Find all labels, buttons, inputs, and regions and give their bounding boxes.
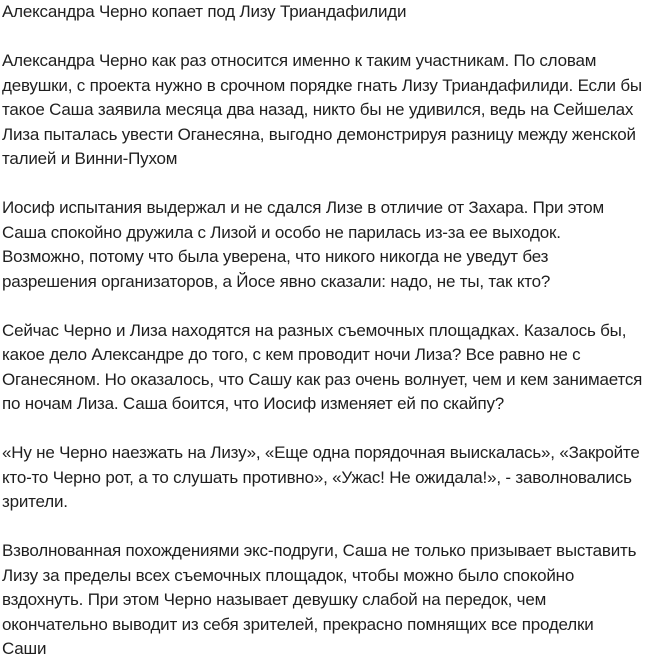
paragraph: [2, 539, 670, 662]
paragraph-line: Лизу за пределы всех съемочных площадок, чтобы можно было спокойно: [2, 565, 575, 585]
paragraph-line: Взволнованная похождениями экс-подруги, Саша не только призывает выставить: [2, 541, 637, 560]
paragraph-line: такое Саша заявила месяца два назад, никто бы не удивился, ведь на Сейшелах: [2, 100, 634, 119]
paragraph-line: кто-то Черно рот, а то слушать противно», «Ужас! Не ожидала!», - заволновались: [2, 467, 632, 487]
paragraph-line: Саша спокойно дружила с Лизой и особо не парилась из-за ее выходок.: [2, 222, 561, 242]
paragraph-line: Иосиф испытания выдержал и не сдался Лизе в отличие от Захара. При этом: [2, 198, 605, 217]
paragraph-line: девушки, с проекта нужно в срочном порядке гнать Лизу Триандафилиди. Если бы: [2, 75, 642, 95]
paragraph-line: «Ну не Черно наезжать на Лизу», «Еще одна порядочная выискалась», «Закройте: [2, 443, 640, 462]
paragraph-line: Саши: [2, 639, 47, 658]
article-body: [2, 49, 670, 662]
paragraph-line: окончательно выводит из себя зрителей, прекрасно помнящих все проделки: [2, 614, 594, 634]
paragraph: [2, 441, 670, 515]
paragraph-line: разрешения организаторов, а Йосе явно сказали: надо, не ты, так кто?: [2, 271, 551, 291]
paragraph: [2, 196, 670, 294]
paragraph-line: Оганесяном. Но оказалось, что Сашу как раз очень волнует, чем и кем занимается: [2, 369, 643, 389]
paragraph-line: талией и Винни-Пухом: [2, 149, 178, 168]
paragraph: [2, 49, 670, 172]
article-title: Александра Черно копает под Лизу Триандафилиди: [2, 2, 407, 21]
paragraph: [2, 319, 670, 417]
paragraph-line: Александра Черно как раз относится именно к таким участникам. По словам: [2, 51, 597, 70]
paragraph-line: Возможно, потому что была уверена, что никого никогда не уведут без: [2, 247, 549, 266]
paragraph-line: Лиза пыталась увести Оганесяна, выгодно демонстрируя разницу между женской: [2, 124, 636, 144]
paragraph-line: какое дело Александре до того, с кем проводит ночи Лиза? Все равно не с: [2, 345, 581, 364]
paragraph-line: зрители.: [2, 492, 68, 511]
paragraph-line: по ночам Лиза. Саша боится, что Иосиф изменяет ей по скайпу?: [2, 394, 505, 413]
paragraph-line: вздохнуть. При этом Черно называет девушку слабой на передок, чем: [2, 590, 547, 609]
paragraph-line: Сейчас Черно и Лиза находятся на разных съемочных площадках. Казалось бы,: [2, 320, 627, 340]
